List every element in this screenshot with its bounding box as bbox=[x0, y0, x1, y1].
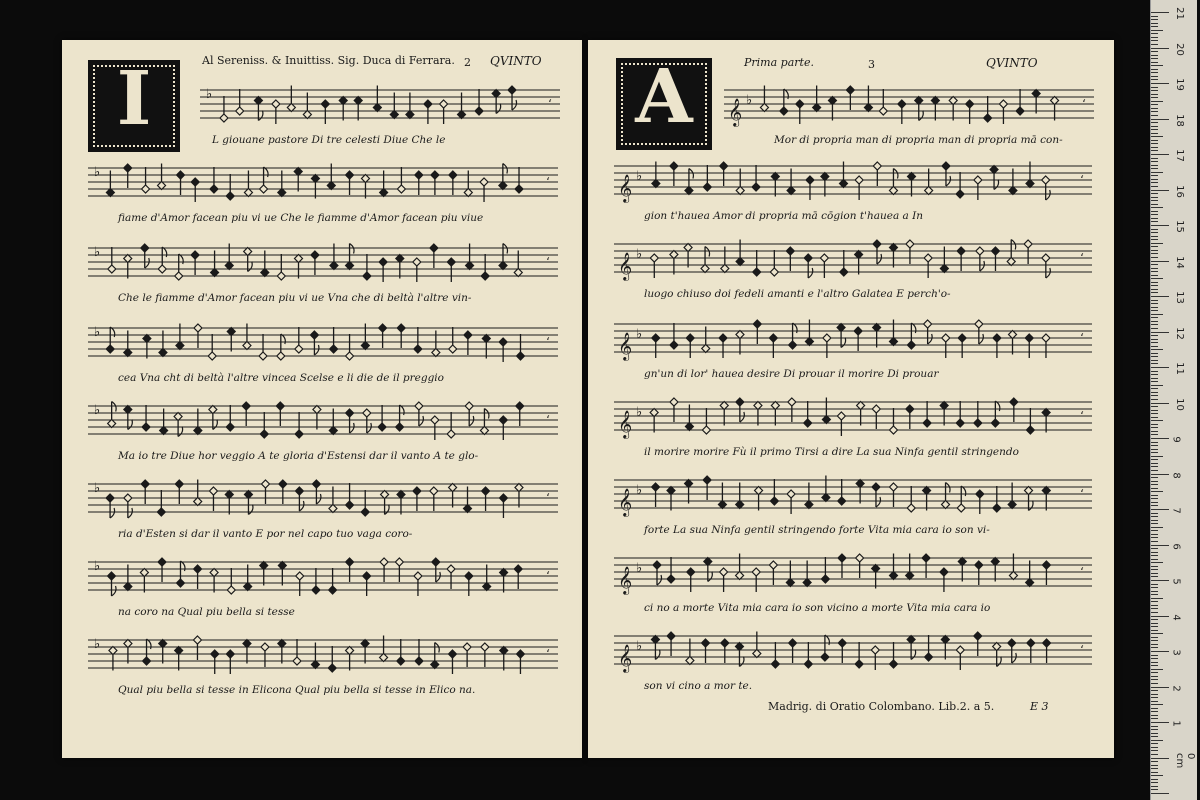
lyric-line: gion t'hauea Amor di propria mā cōgion t'hauea a In bbox=[644, 210, 924, 222]
music-staff bbox=[88, 476, 558, 522]
music-staff bbox=[614, 394, 1092, 440]
lyric-line: na coro na Qual piu bella si tesse bbox=[118, 606, 295, 618]
part-label: Prima parte. bbox=[744, 56, 814, 69]
svg-text:‘: ‘ bbox=[1080, 331, 1084, 345]
music-staff bbox=[88, 398, 558, 444]
svg-text:‘: ‘ bbox=[546, 175, 550, 189]
svg-text:♭: ♭ bbox=[94, 559, 101, 574]
svg-text:𝄞: 𝄞 bbox=[728, 98, 743, 126]
music-staff bbox=[88, 160, 558, 206]
music-staff bbox=[88, 632, 558, 678]
lyric-line: luogo chiuso doi fedeli amanti e l'altro Galatea E perch'o- bbox=[644, 288, 951, 300]
svg-text:𝄞: 𝄞 bbox=[618, 332, 633, 360]
lyric-line: Mor di propria man di propria man di propria mā con- bbox=[774, 134, 1063, 146]
svg-text:𝄞: 𝄞 bbox=[618, 174, 633, 202]
svg-text:♭: ♭ bbox=[94, 403, 101, 418]
ruler-number: 19 bbox=[1173, 78, 1185, 91]
ruler-number: 18 bbox=[1173, 113, 1185, 127]
svg-text:♭: ♭ bbox=[94, 481, 101, 496]
music-staff bbox=[614, 316, 1092, 362]
ruler-number: 13 bbox=[1173, 291, 1185, 304]
svg-text:♭: ♭ bbox=[746, 93, 753, 108]
lyric-line: son vi cino a mor te. bbox=[644, 680, 753, 692]
svg-text:‘: ‘ bbox=[546, 255, 550, 269]
ruler-number: 15 bbox=[1173, 220, 1185, 233]
music-staff bbox=[200, 82, 560, 128]
svg-text:‘: ‘ bbox=[1082, 97, 1086, 111]
svg-text:‘: ‘ bbox=[546, 413, 550, 427]
lyric-line: L giouane pastore Di tre celesti Diue Che le bbox=[212, 134, 446, 146]
left-page bbox=[62, 40, 582, 758]
svg-text:♭: ♭ bbox=[94, 325, 101, 340]
svg-text:♭: ♭ bbox=[206, 87, 213, 102]
music-staff bbox=[88, 240, 558, 286]
ruler-number: 10 bbox=[1173, 397, 1185, 411]
dedication-header: Al Sereniss. & Inuittiss. Sig. Duca di Ferrara. bbox=[202, 54, 455, 67]
ruler-number: 5 bbox=[1170, 578, 1182, 585]
voice-label: QVINTO bbox=[986, 56, 1038, 70]
svg-text:♭: ♭ bbox=[636, 405, 643, 420]
ruler-number: 0 cm bbox=[1174, 752, 1196, 768]
svg-text:‘: ‘ bbox=[546, 491, 550, 505]
music-staff bbox=[614, 550, 1092, 596]
colophon: Madrig. di Oratio Colombano. Lib.2. a 5. bbox=[768, 700, 995, 713]
page-number: 3 bbox=[868, 58, 875, 71]
ruler-number: 4 bbox=[1170, 613, 1182, 621]
lyric-line: ria d'Esten si dar il vanto E por nel capo tuo vaga coro- bbox=[118, 528, 413, 540]
lyric-line: Che le fiamme d'Amor facean piu vi ue Vna che di beltà l'altre vin- bbox=[118, 292, 472, 304]
svg-text:‘: ‘ bbox=[546, 569, 550, 583]
voice-label: QVINTO bbox=[490, 54, 542, 68]
music-staff bbox=[614, 472, 1092, 518]
right-page bbox=[588, 40, 1114, 758]
ruler-number: 16 bbox=[1173, 184, 1185, 198]
svg-text:‘: ‘ bbox=[546, 647, 550, 661]
page-number: 2 bbox=[464, 56, 471, 69]
svg-text:♭: ♭ bbox=[636, 327, 643, 342]
ruler-number: 9 bbox=[1170, 436, 1182, 443]
lyric-line: Ma io tre Diue hor veggio A te gloria d'Estensi dar il vanto A te glo- bbox=[118, 450, 479, 462]
music-staff bbox=[614, 628, 1092, 674]
lyric-line: cea Vna cht di beltà l'altre vincea Scelse e li die de il preggio bbox=[118, 372, 444, 384]
decorated-initial-i: I bbox=[88, 60, 180, 152]
ruler-number: 20 bbox=[1173, 42, 1185, 56]
svg-text:♭: ♭ bbox=[636, 169, 643, 184]
svg-text:♭: ♭ bbox=[636, 483, 643, 498]
svg-text:‘: ‘ bbox=[546, 335, 550, 349]
svg-text:𝄞: 𝄞 bbox=[618, 410, 633, 438]
lyric-line: forte La sua Ninfa gentil stringendo forte Vita mia cara io son vi- bbox=[644, 524, 990, 536]
svg-text:♭: ♭ bbox=[94, 165, 101, 180]
svg-text:♭: ♭ bbox=[94, 637, 101, 652]
svg-text:♭: ♭ bbox=[94, 245, 101, 260]
svg-text:♭: ♭ bbox=[636, 561, 643, 576]
lyric-line: ci no a morte Vita mia cara io son vicino a morte Vita mia cara io bbox=[644, 602, 991, 614]
ruler-number: 17 bbox=[1173, 149, 1185, 162]
ruler-number: 11 bbox=[1173, 362, 1185, 375]
ruler-number: 1 bbox=[1170, 720, 1182, 727]
lyric-line: Qual piu bella si tesse in Elicona Qual piu bella si tesse in Elico na. bbox=[118, 684, 476, 696]
signature-mark: E 3 bbox=[1030, 700, 1049, 713]
music-staff bbox=[614, 236, 1092, 282]
svg-text:𝄞: 𝄞 bbox=[618, 252, 633, 280]
lyric-line: fiame d'Amor facean piu vi ue Che le fiamme d'Amor facean piu viue bbox=[118, 212, 484, 224]
ruler-number: 2 bbox=[1170, 684, 1182, 692]
svg-text:‘: ‘ bbox=[548, 97, 552, 111]
svg-text:‘: ‘ bbox=[1080, 409, 1084, 423]
ruler-number: 12 bbox=[1173, 326, 1185, 340]
ruler-number: 8 bbox=[1170, 471, 1182, 479]
lyric-line: il morire morire Fù il primo Tirsi a dire La sua Ninfa gentil stringendo bbox=[644, 446, 1019, 458]
lyric-line: gn'un di lor' hauea desire Di prouar il morire Di prouar bbox=[644, 368, 939, 380]
music-staff bbox=[88, 320, 558, 366]
music-staff bbox=[724, 82, 1094, 128]
decorated-initial-a: A bbox=[616, 58, 712, 150]
svg-text:‘: ‘ bbox=[1080, 487, 1084, 501]
music-staff bbox=[614, 158, 1092, 204]
svg-text:‘: ‘ bbox=[1080, 643, 1084, 657]
svg-text:‘: ‘ bbox=[1080, 173, 1084, 187]
svg-text:‘: ‘ bbox=[1080, 251, 1084, 265]
ruler-number: 14 bbox=[1173, 255, 1185, 269]
ruler-number: 3 bbox=[1170, 649, 1182, 656]
svg-text:𝄞: 𝄞 bbox=[618, 488, 633, 516]
music-staff bbox=[88, 554, 558, 600]
svg-text:‘: ‘ bbox=[1080, 565, 1084, 579]
ruler-number: 21 bbox=[1173, 7, 1185, 20]
measurement-ruler bbox=[1150, 0, 1197, 800]
svg-text:♭: ♭ bbox=[636, 247, 643, 262]
svg-text:𝄞: 𝄞 bbox=[618, 566, 633, 594]
svg-text:𝄞: 𝄞 bbox=[618, 644, 633, 672]
ruler-number: 6 bbox=[1170, 542, 1182, 550]
ruler-number: 7 bbox=[1170, 507, 1182, 514]
svg-text:♭: ♭ bbox=[636, 639, 643, 654]
